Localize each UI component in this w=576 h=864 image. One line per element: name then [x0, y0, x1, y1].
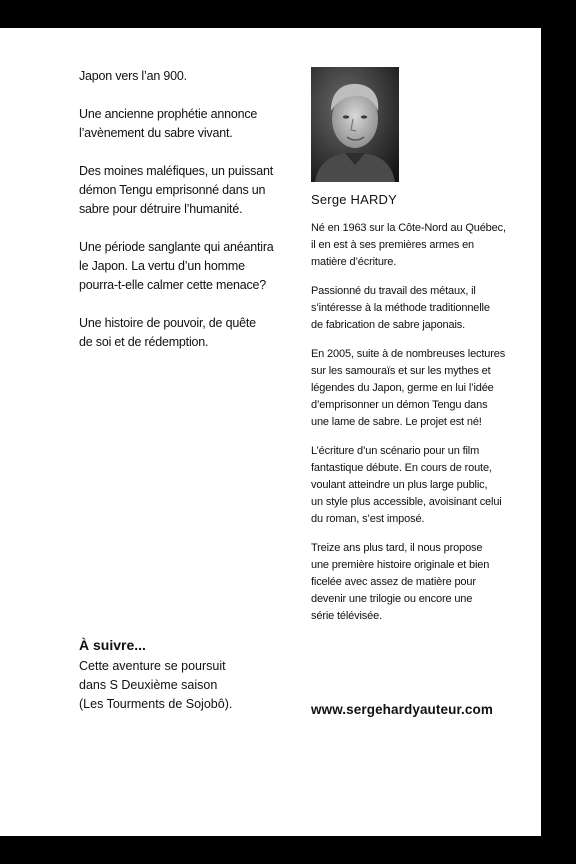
author-column: [311, 67, 511, 637]
a-suivre-heading: À suivre...: [79, 637, 146, 653]
author-photo: [311, 67, 399, 182]
author-website: www.sergehardyauteur.com: [311, 702, 493, 717]
author-name: Serge HARDY: [311, 192, 398, 207]
bio-paragraph: Né en 1963 sur la Côte-Nord au Québec, il en est à ses premières armes en matière d’écriture.: [311, 222, 506, 268]
bio-paragraph: Treize ans plus tard, il nous propose une première histoire originale et bien ficelée avec assez de matière pour devenir une trilogie ou encore une série télévisée.: [311, 542, 490, 622]
bio-paragraph: L’écriture d’un scénario pour un film fantastique débute. En cours de route, voulant atteindre un plus large public, un style plus accessible, avoisinant celui du roman, s’est imposé.: [311, 445, 502, 525]
synopsis-paragraph: Une histoire de pouvoir, de quête de soi et de rédemption.: [79, 316, 256, 349]
synopsis-paragraph: Une ancienne prophétie annonce l’avènement du sabre vivant.: [79, 107, 258, 140]
a-suivre-text: Cette aventure se poursuit dans S Deuxième saison (Les Tourments de Sojobô).: [79, 659, 233, 711]
synopsis-column: [79, 67, 284, 371]
a-suivre-section: [79, 636, 299, 714]
bio-paragraph: En 2005, suite à de nombreuses lectures sur les samouraïs et sur les mythes et légendes du Japon, germe en lui l’idée d’emprisonner un démon Tengu dans une lame de sabre. Le projet est né!: [311, 348, 506, 428]
synopsis-paragraph: Des moines maléfiques, un puissant démon Tengu emprisonné dans un sabre pour détruire l’humanité.: [79, 164, 273, 216]
back-cover-page: [0, 28, 541, 836]
synopsis-paragraph: Une période sanglante qui anéantira le Japon. La vertu d’un homme pourra-t-elle calmer cette menace?: [79, 240, 274, 292]
synopsis-paragraph: Japon vers l’an 900.: [79, 69, 187, 83]
bio-paragraph: Passionné du travail des métaux, il s’intéresse à la méthode traditionnelle de fabrication de sabre japonais.: [311, 285, 490, 331]
